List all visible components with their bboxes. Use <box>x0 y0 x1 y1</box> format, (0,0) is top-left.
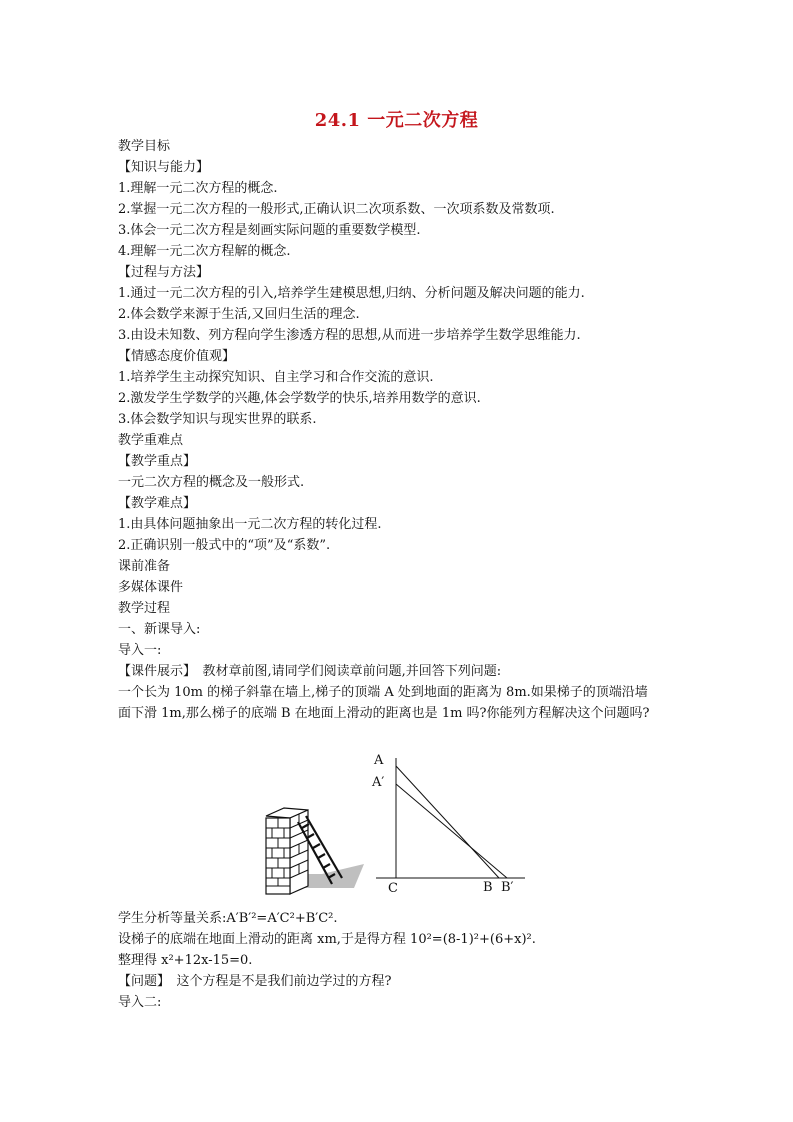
text-line: 设梯子的底端在地面上滑动的距离 xm,于是得方程 10²=(8-1)²+(6+x)². <box>118 932 536 947</box>
label-B: B <box>483 880 493 895</box>
brick-wall-icon <box>266 808 364 894</box>
heading-process: 教学过程 <box>118 601 171 616</box>
label-B-prime: B′ <box>501 880 514 895</box>
subheading-focus: 【教学重点】 <box>118 454 197 469</box>
text-line: 导入二: <box>118 995 162 1010</box>
text-line: 3.由设未知数、列方程向学生渗透方程的思想,从而进一步培养学生数学思维能力. <box>118 328 581 343</box>
text-line: 2.掌握一元二次方程的一般形式,正确认识二次项系数、一次项系数及常数项. <box>118 202 555 217</box>
text-line: 1.理解一元二次方程的概念. <box>118 181 278 196</box>
text-line: 一、新课导入: <box>118 622 201 637</box>
document-title: 24.1 一元二次方程 <box>314 110 479 131</box>
label-C: C <box>388 881 398 896</box>
heading-teaching-goals: 教学目标 <box>118 139 171 154</box>
text-line: 1.培养学生主动探究知识、自主学习和合作交流的意识. <box>118 370 434 385</box>
text-line: 1.由具体问题抽象出一元二次方程的转化过程. <box>118 517 382 532</box>
text-line: 1.通过一元二次方程的引入,培养学生建模思想,归纳、分析问题及解决问题的能力. <box>118 286 585 301</box>
text-line: 2.体会数学来源于生活,又回归生活的理念. <box>118 307 360 322</box>
text-line: 2.激发学生学数学的兴趣,体会学数学的快乐,培养用数学的意识. <box>118 391 481 406</box>
subheading-knowledge: 【知识与能力】 <box>118 160 210 175</box>
geometry-lines <box>376 758 525 878</box>
text-line: 导入一: <box>118 643 162 658</box>
label-A-prime: A′ <box>372 775 385 790</box>
text-line: 2.正确识别一般式中的“项”及“系数”. <box>118 538 331 553</box>
text-line: 4.理解一元二次方程解的概念. <box>118 244 291 259</box>
text-line: 学生分析等量关系:A′B′²=A′C²+B′C². <box>118 911 338 926</box>
subheading-attitude: 【情感态度价值观】 <box>118 349 236 364</box>
text-line: 面下滑 1m,那么梯子的底端 B 在地面上滑动的距离也是 1m 吗?你能列方程解决这个问题吗? <box>118 706 650 721</box>
text-line: 3.体会数学知识与现实世界的联系. <box>118 412 317 427</box>
text-line: 【问题】 这个方程是不是我们前边学过的方程? <box>118 974 392 989</box>
heading-preparation: 课前准备 <box>118 559 171 574</box>
text-line: 整理得 x²+12x-15=0. <box>118 953 253 968</box>
text-line: 一元二次方程的概念及一般形式. <box>118 475 305 490</box>
text-line: 3.体会一元二次方程是刻画实际问题的重要数学模型. <box>118 223 421 238</box>
label-A: A <box>374 753 384 768</box>
heading-key-points: 教学重难点 <box>118 433 184 448</box>
text-line: 多媒体课件 <box>118 580 184 595</box>
text-line: 【课件展示】 教材章前图,请同学们阅读章前问题,并回答下列问题: <box>118 664 502 679</box>
ladder-diagram <box>262 742 532 902</box>
ladder-figure <box>262 742 532 902</box>
text-line: 一个长为 10m 的梯子斜靠在墙上,梯子的顶端 A 处到地面的距离为 8m.如果梯子的顶端沿墙 <box>118 685 648 700</box>
subheading-process: 【过程与方法】 <box>118 265 210 280</box>
subheading-difficulty: 【教学难点】 <box>118 496 197 511</box>
